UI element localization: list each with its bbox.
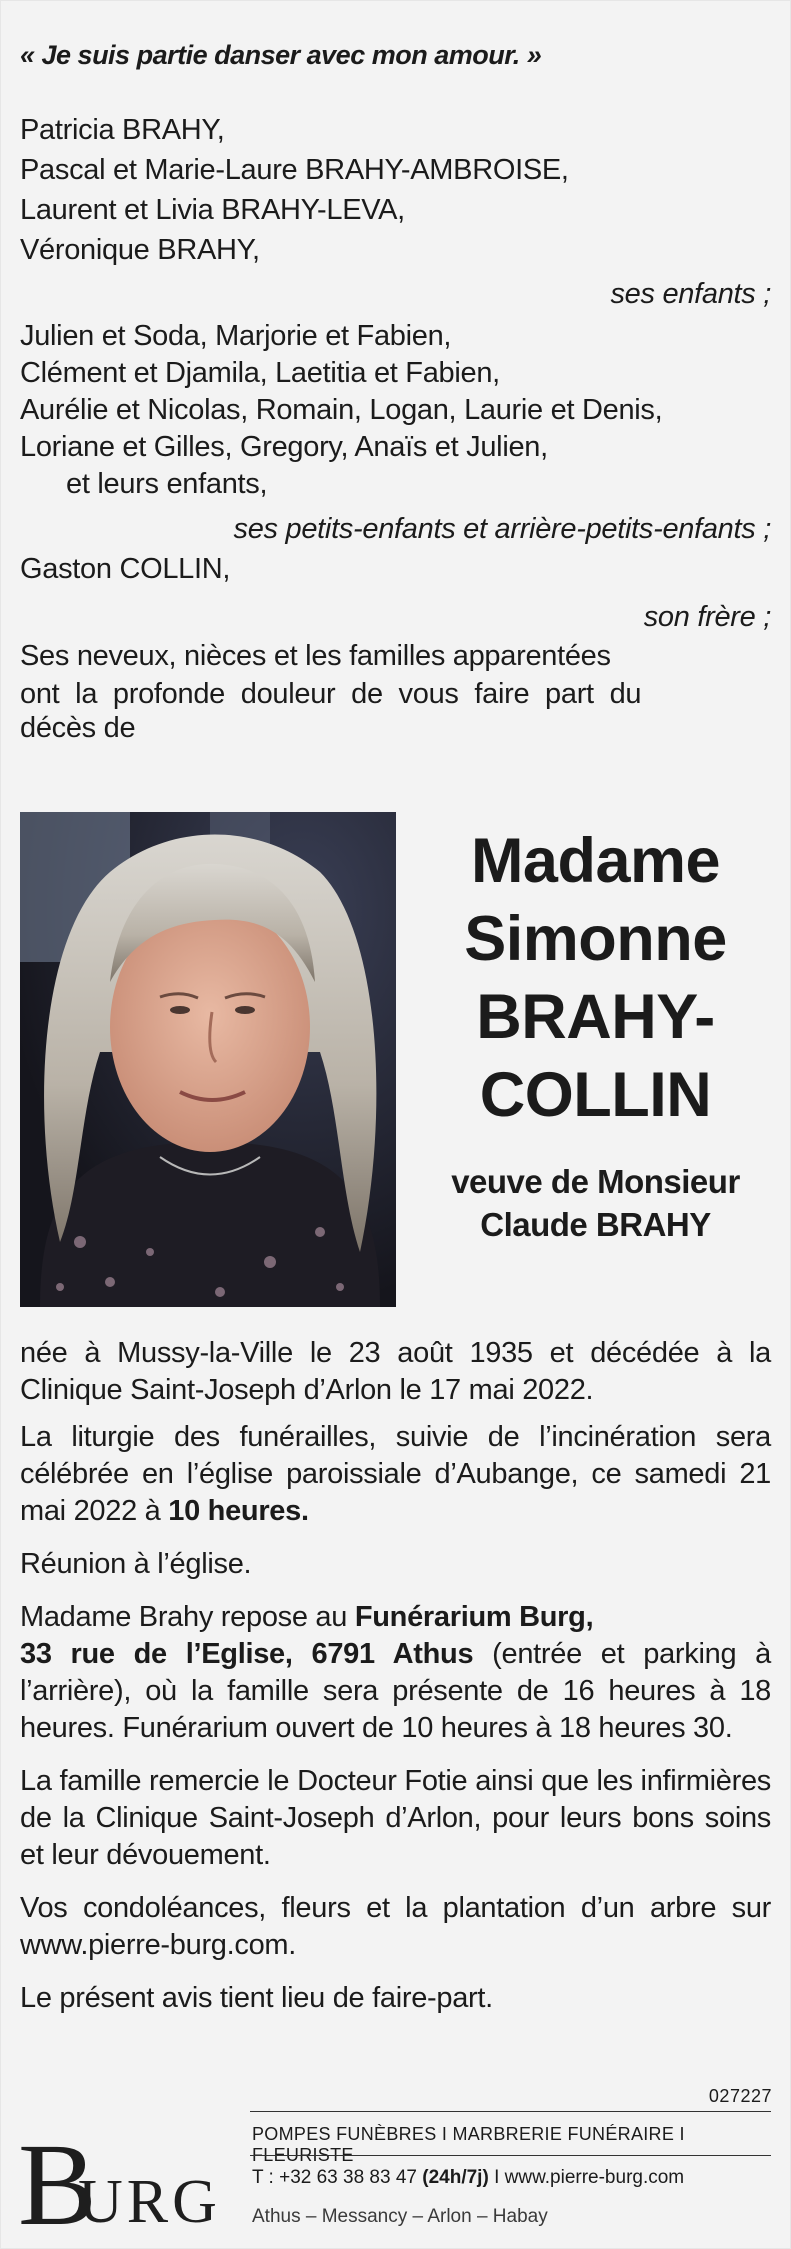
family-block (20, 110, 771, 743)
body-block (20, 1335, 771, 2017)
name-line-3: BRAHY- (476, 982, 715, 1052)
rest-address: 33 rue de l’Eglise, 6791 Athus (20, 1638, 474, 1670)
liturgy-time: 10 heures. (168, 1495, 309, 1527)
child-3: Laurent et Livia BRAHY-LEVA, (20, 194, 405, 226)
grandchildren-1: Julien et Soda, Marjorie et Fabien, (20, 320, 452, 352)
thanks: La famille remercie le Docteur Fotie ainsi que les infirmières de la Clinique Saint-Joseph d’Arlon, pour leurs bons soins et leur dévouement. (20, 1765, 771, 1871)
towns-line: Athus – Messancy – Arlon – Habay (252, 2206, 548, 2227)
birth-death: née à Mussy-la-Ville le 23 août 1935 et décédée à la Clinique Saint-Joseph d’Arlon le 17 mai 2022. (20, 1337, 771, 1406)
name-line-2: Simonne (464, 904, 727, 974)
grandchildren-label: ses petits-enfants et arrière-petits-enfants ; (233, 513, 771, 545)
rest-paragraph (20, 1599, 771, 1747)
footer-divider-top (250, 2111, 771, 2112)
liturgy-paragraph (20, 1419, 771, 1530)
child-2: Pascal et Marie-Laure BRAHY-AMBROISE, (20, 154, 569, 186)
others-line-2: ont la profonde douleur de vous faire part du (20, 678, 642, 710)
svg-text:URG: URG (78, 2168, 221, 2234)
widow-line-1: veuve de Monsieur (451, 1163, 740, 1200)
child-4: Véronique BRAHY, (20, 234, 260, 266)
footer-divider-bottom (250, 2155, 771, 2156)
others-line-1: Ses neveux, nièces et les familles apparentées (20, 640, 611, 672)
children-label: ses enfants ; (610, 278, 771, 310)
brother-label: son frère ; (643, 601, 771, 633)
notice: Le présent avis tient lieu de faire-part. (20, 1982, 493, 2014)
brother: Gaston COLLIN, (20, 553, 231, 585)
svg-text:B: B (18, 2124, 97, 2234)
others-line-3: décès de (20, 712, 136, 744)
trades-line: POMPES FUNÈBRES I MARBRERIE FUNÉRAIRE I FLEURISTE (252, 2124, 685, 2165)
grandchildren-3: Aurélie et Nicolas, Romain, Logan, Laurie et Denis, (20, 394, 663, 426)
grandchildren-2: Clément et Djamila, Laetitia et Fabien, (20, 357, 500, 389)
deceased-name-block (420, 822, 771, 1246)
name-line-1: Madame (470, 826, 721, 896)
child-1: Patricia BRAHY, (20, 114, 225, 146)
meeting: Réunion à l’église. (20, 1548, 252, 1580)
rest-intro: Madame Brahy repose au (20, 1601, 355, 1633)
name-line-4: COLLIN (479, 1060, 712, 1130)
rest-place: Funérarium Burg, (354, 1601, 594, 1633)
grandchildren-extra: et leurs enfants, (66, 468, 268, 500)
widow-line-2: Claude BRAHY (480, 1206, 711, 1243)
phone: T : +32 63 38 83 47 (252, 2167, 423, 2188)
portrait-photo (20, 812, 396, 1307)
grandchildren-4: Loriane et Gilles, Gregory, Anaïs et Julien, (20, 431, 548, 463)
burg-logo (16, 2124, 226, 2234)
liturgy-text: La liturgie des funérailles, suivie de l’incinération sera célébrée en l’église paroissiale d’Aubange, ce samedi 21 mai 2022 à (20, 1421, 771, 1527)
reference-number: 027227 (708, 2086, 772, 2106)
phone-hours: (24h/7j) (422, 2167, 489, 2188)
condolences: Vos condoléances, fleurs et la plantation d’un arbre sur www.pierre-burg.com. (20, 1892, 771, 1961)
epitaph-quote: « Je suis partie danser avec mon amour. » (20, 40, 542, 70)
contact-line (252, 2167, 684, 2189)
rest-text: (entrée et parking à l’arrière), où la famille sera présente de 16 heures à 18 heures. Funérarium ouvert de 10 heures à 18 heures 30. (20, 1638, 771, 1744)
website-link[interactable]: I www.pierre-burg.com (488, 2167, 685, 2188)
